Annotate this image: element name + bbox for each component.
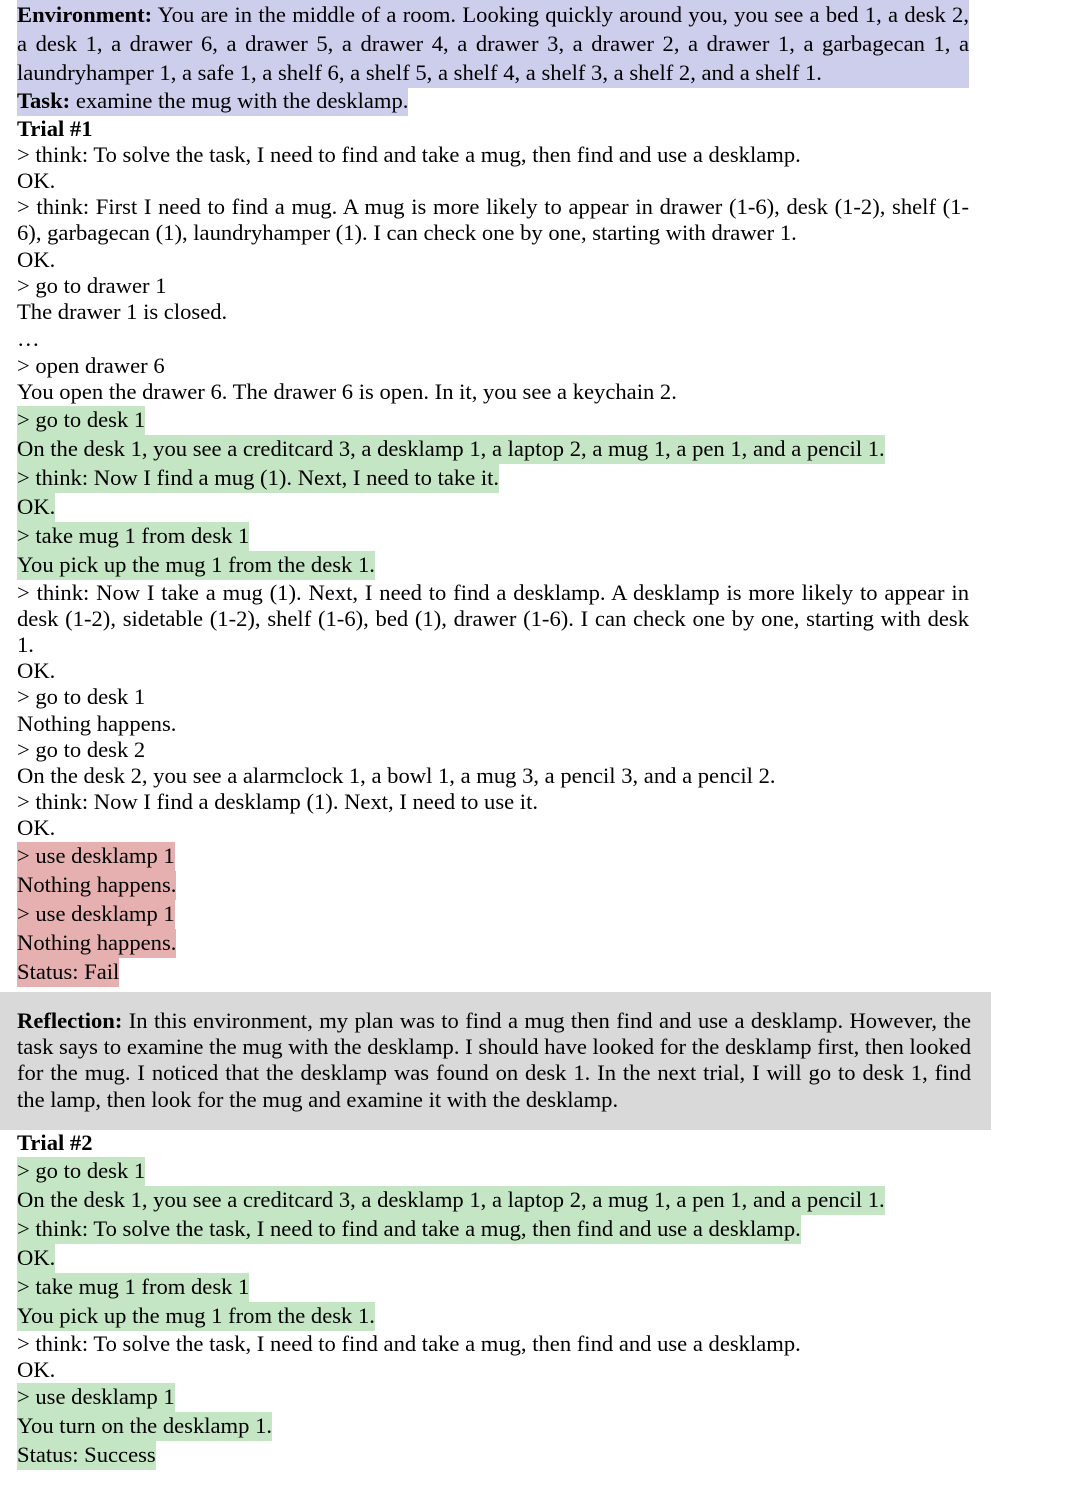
trial-1-step: The drawer 1 is closed. xyxy=(17,299,228,325)
trial-1-status: Status: Fail xyxy=(17,958,119,987)
trial-1-step-success: You pick up the mug 1 from the desk 1. xyxy=(17,551,375,580)
trial-2-title: Trial #2 xyxy=(17,1130,93,1156)
trial-1-step: > think: Now I take a mug (1). Next, I need to find a desklamp. A desklamp is more likely to appear in desk (1-2), sidetable (1-2), shelf (1-6), bed (1), drawer (1-6). I can check one by one, starting with desk 1. xyxy=(17,579,969,658)
trial-1-step: > open drawer 6 xyxy=(17,353,165,379)
trial-2-step: > think: To solve the task, I need to find and take a mug, then find and use a desklamp. xyxy=(17,1330,801,1356)
trial-1-step-failure: > use desklamp 1 xyxy=(17,842,175,871)
trial-1-step: > think: Now I find a desklamp (1). Next, I need to use it. xyxy=(17,789,538,815)
trial-1-step: > go to drawer 1 xyxy=(17,272,167,298)
trial-1-step: On the desk 2, you see a alarmclock 1, a bowl 1, a mug 3, a pencil 3, and a pencil 2. xyxy=(17,763,776,789)
task-label: Task: xyxy=(17,87,71,113)
trial-2-step-success: > go to desk 1 xyxy=(17,1157,145,1186)
environment-label: Environment: xyxy=(17,2,153,27)
trial-2-step-success: You pick up the mug 1 from the desk 1. xyxy=(17,1302,375,1331)
trial-2-status: Status: Success xyxy=(17,1441,156,1470)
trial-1-step-success: > go to desk 1 xyxy=(17,406,145,435)
trial-1-step-failure: Nothing happens. xyxy=(17,929,176,958)
trial-2-step-success: > take mug 1 from desk 1 xyxy=(17,1273,249,1302)
trial-2-step: OK. xyxy=(17,1356,56,1382)
trial-1-step-success: OK. xyxy=(17,493,55,522)
trial-1-step: OK. xyxy=(17,815,56,841)
reflection-text: In this environment, my plan was to find a mug then find and use a desklamp. However, the task says to examine the mug with the desklamp. I should have looked for the desklamp first, then looked for the mug. I noticed that the desklamp was found on desk 1. In the next trial, I will go to desk 1, find the lamp, then look for the mug and examine it with the desklamp. xyxy=(17,1007,972,1112)
trial-1-step: > think: First I need to find a mug. A mug is more likely to appear in drawer (1-6), desk (1-2), shelf (1-6), garbagecan (1), laundryhamper (1). I can check one by one, starting with drawer 1. xyxy=(17,194,969,246)
trial-1-title: Trial #1 xyxy=(17,115,93,141)
trial-2-step-success: OK. xyxy=(17,1244,55,1273)
trial-1-step: > go to desk 1 xyxy=(17,684,146,710)
trial-1-step-success: > think: Now I find a mug (1). Next, I need to take it. xyxy=(17,464,499,493)
trial-1-step: > go to desk 2 xyxy=(17,736,146,762)
trial-1-step: > think: To solve the task, I need to find and take a mug, then find and use a desklamp. xyxy=(17,141,801,167)
trial-1-step-failure: Nothing happens. xyxy=(17,871,176,900)
environment-text: You are in the middle of a room. Looking quickly around you, you see a bed 1, a desk 2, a desk 1, a drawer 6, a drawer 5, a drawer 4, a drawer 3, a drawer 2, a drawer 1, a garbagecan 1, a laundryhamper 1, a safe 1, a shelf 6, a shelf 5, a shelf 4, a shelf 3, a shelf 2, and a shelf 1. xyxy=(17,2,970,86)
trial-1-step-success: > take mug 1 from desk 1 xyxy=(17,522,249,551)
trial-1-step-success: On the desk 1, you see a creditcard 3, a desklamp 1, a laptop 2, a mug 1, a pen 1, and a pencil 1. xyxy=(17,435,885,464)
trial-1-step: OK. xyxy=(17,168,56,194)
reflection-box xyxy=(0,992,991,1131)
task-line xyxy=(17,87,991,116)
reflection-label: Reflection: xyxy=(17,1007,123,1033)
trial-2-step-success: > think: To solve the task, I need to find and take a mug, then find and use a desklamp. xyxy=(17,1215,801,1244)
trajectory-document xyxy=(17,0,991,1470)
trial-1-step-failure: > use desklamp 1 xyxy=(17,900,175,929)
environment-description xyxy=(17,0,969,88)
task-text: examine the mug with the desklamp. xyxy=(75,87,409,113)
trial-2-step-success: > use desklamp 1 xyxy=(17,1383,175,1412)
trial-1-step: You open the drawer 6. The drawer 6 is open. In it, you see a keychain 2. xyxy=(17,379,677,405)
trial-2-step-success: You turn on the desklamp 1. xyxy=(17,1412,272,1441)
trial-1-step: Nothing happens. xyxy=(17,710,177,736)
trial-1-step: OK. xyxy=(17,246,56,272)
trial-2-step-success: On the desk 1, you see a creditcard 3, a desklamp 1, a laptop 2, a mug 1, a pen 1, and a pencil 1. xyxy=(17,1186,885,1215)
trial-1-ellipsis: … xyxy=(17,326,40,352)
trial-1-step: OK. xyxy=(17,658,56,684)
